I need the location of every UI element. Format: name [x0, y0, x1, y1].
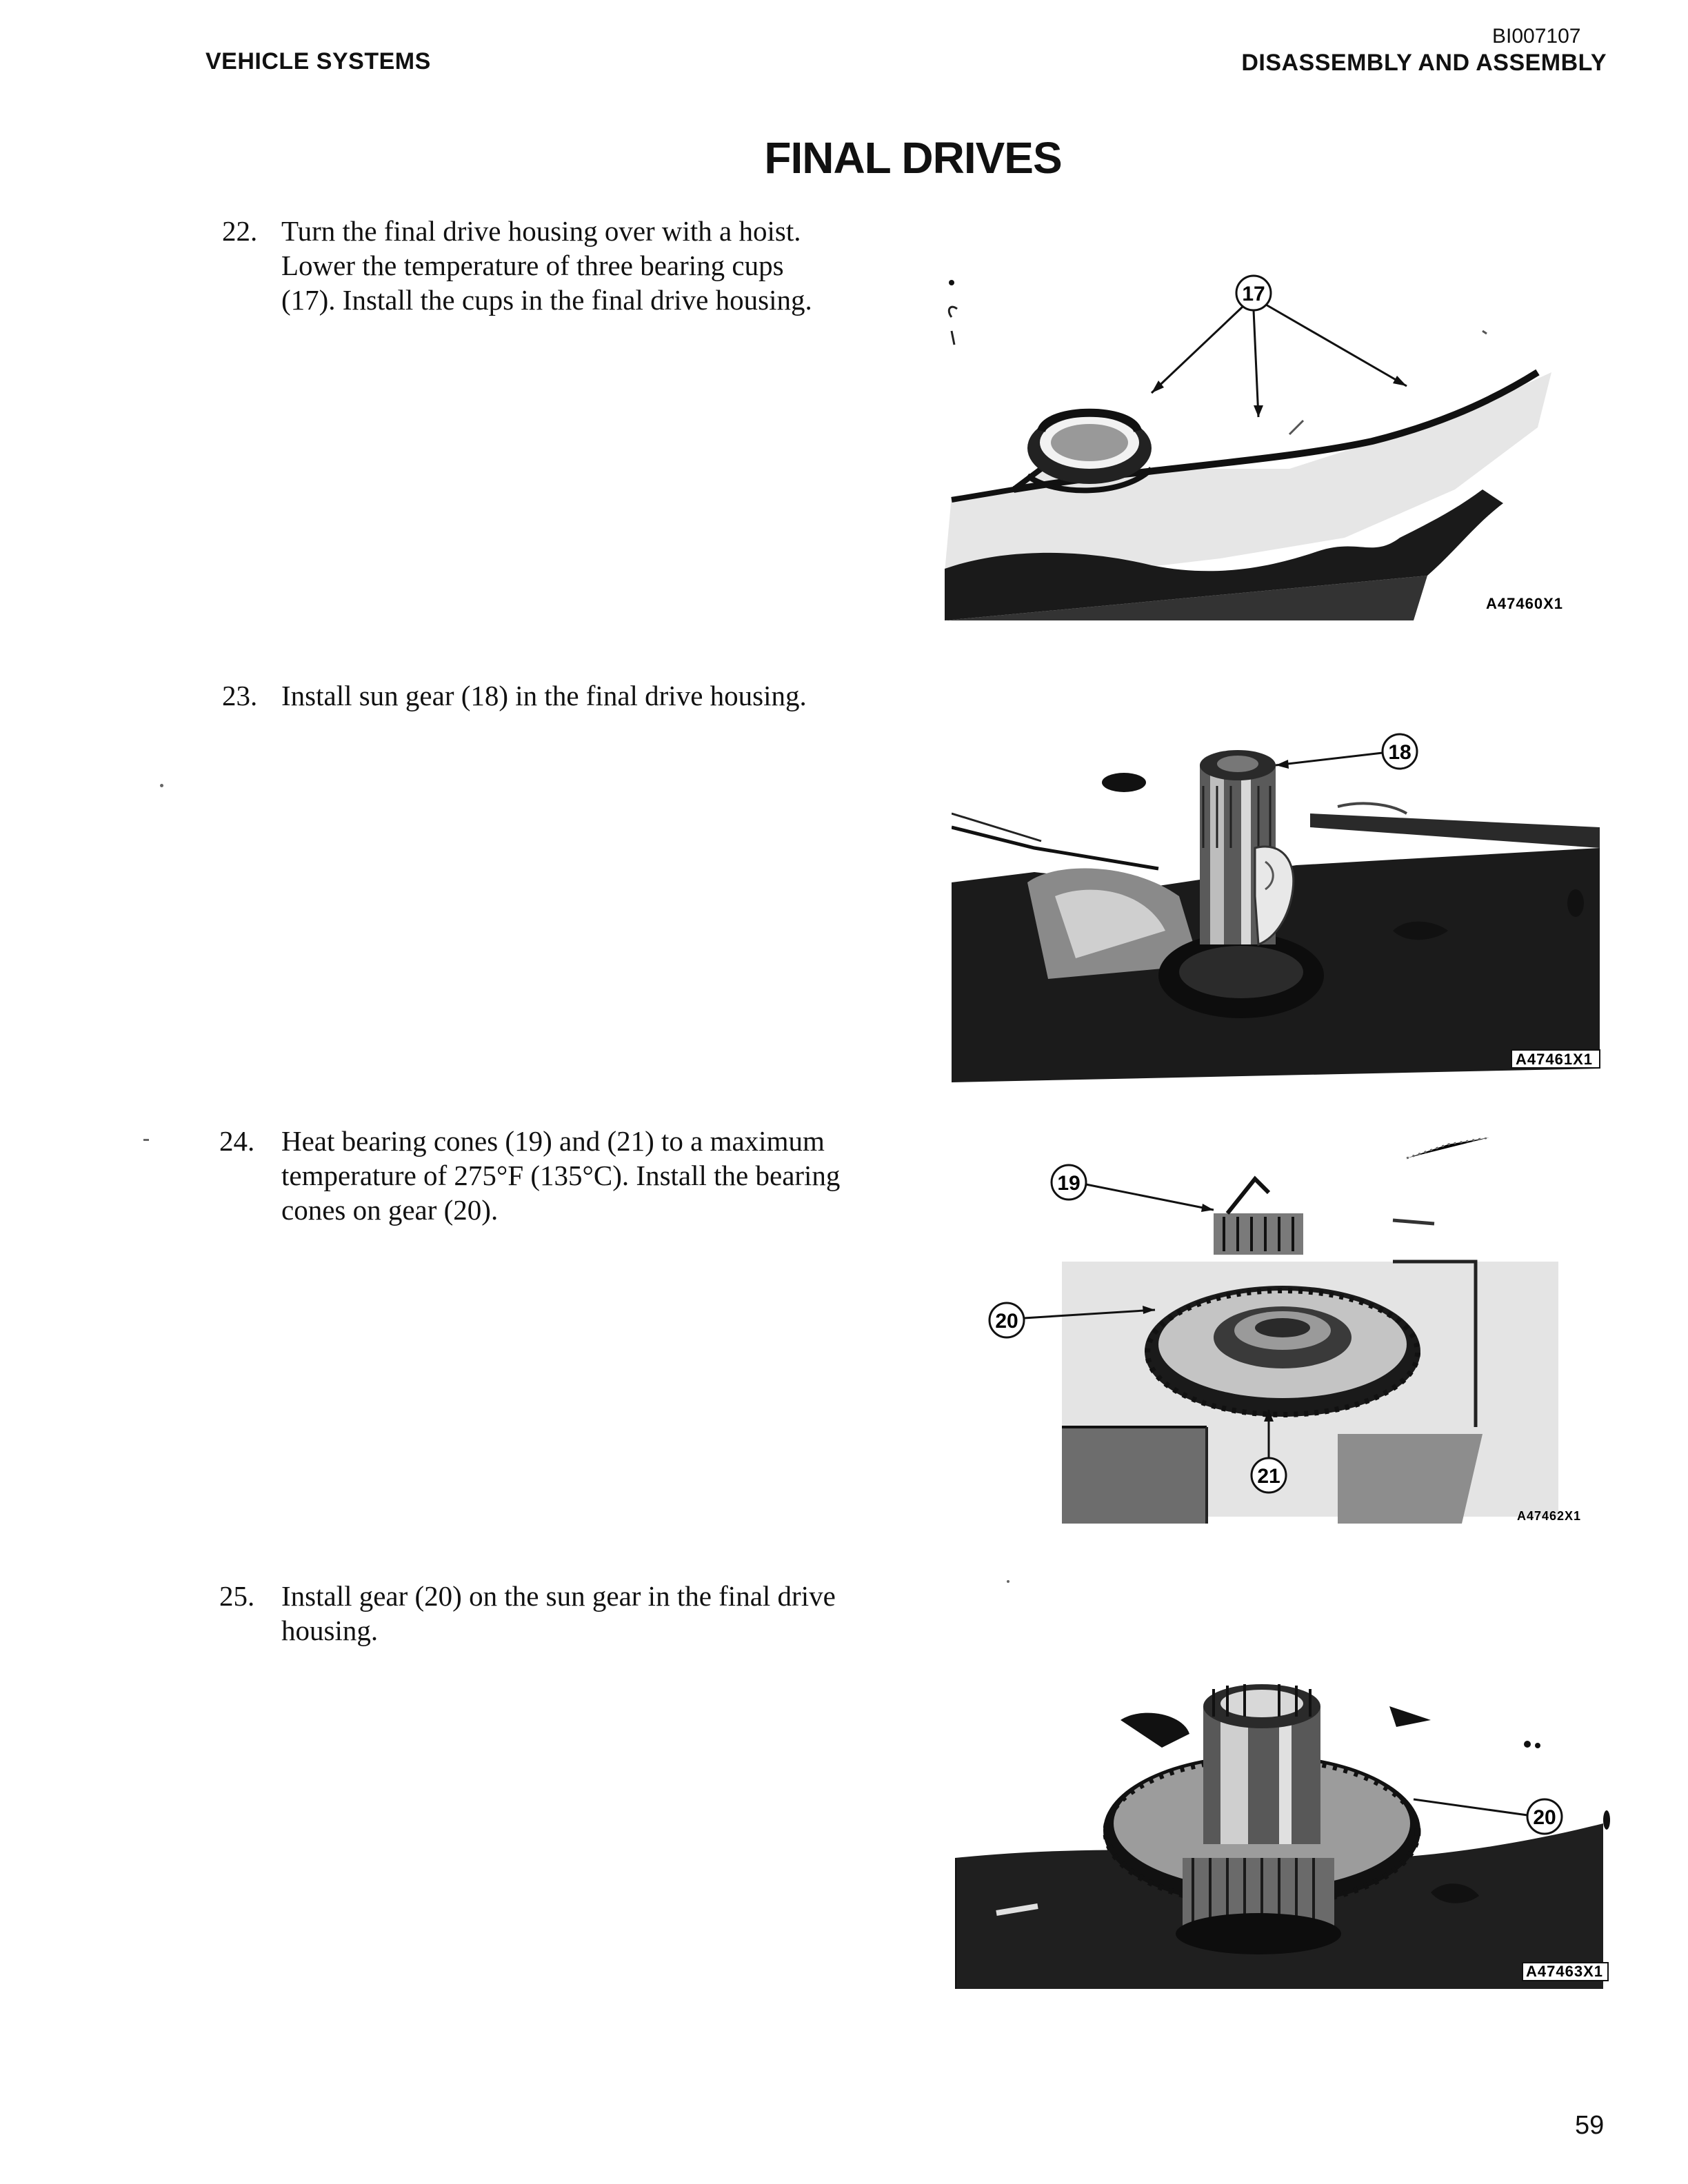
step-number: 23. — [222, 680, 258, 711]
header-subsection: DISASSEMBLY AND ASSEMBLY — [1241, 50, 1607, 76]
step-25 — [219, 1579, 909, 1655]
step-line: Install gear (20) on the sun gear in the final drive — [281, 1580, 836, 1612]
step-22 — [222, 214, 912, 324]
step-line: cones on gear (20). — [281, 1194, 499, 1226]
figure-id: A47462X1 — [1517, 1509, 1582, 1523]
step-line: Lower the temperature of three bearing cups — [281, 250, 784, 281]
figure-id: A47463X1 — [1526, 1963, 1603, 1980]
figure-bearing-cones — [979, 1138, 1600, 1537]
step-text — [281, 214, 888, 317]
figure-id: A47460X1 — [1486, 595, 1563, 612]
step-line: Turn the final drive housing over with a hoist. — [281, 215, 801, 247]
figure-gear-installed — [955, 1651, 1610, 1989]
step-line: temperature of 275°F (135°C). Install the bearing — [281, 1160, 841, 1191]
figure-sun-gear — [952, 724, 1607, 1082]
callout-20: 20 — [995, 1310, 1018, 1333]
figure-bearing-cones-photo — [979, 1138, 1600, 1537]
figure-id: A47461X1 — [1516, 1051, 1593, 1068]
scan-speck — [1007, 1580, 1009, 1583]
figure-gear-installed-photo — [955, 1651, 1610, 1989]
scan-speck — [160, 784, 163, 787]
header-section: VEHICLE SYSTEMS — [205, 48, 431, 74]
step-number: 22. — [222, 215, 258, 247]
callout-20: 20 — [1533, 1806, 1556, 1829]
figure-sun-gear-photo — [952, 724, 1607, 1082]
step-text — [281, 1124, 888, 1227]
callout-19: 19 — [1057, 1172, 1081, 1195]
step-line: (17). Install the cups in the final drive housing. — [281, 284, 812, 316]
figure-bearing-cups — [931, 262, 1586, 627]
step-line: Heat bearing cones (19) and (21) to a maximum — [281, 1125, 825, 1157]
callout-18: 18 — [1388, 741, 1411, 764]
step-number: 25. — [219, 1580, 255, 1612]
step-text — [281, 678, 888, 713]
step-number: 24. — [219, 1125, 255, 1157]
step-text — [281, 1579, 888, 1648]
scan-speck — [143, 1139, 149, 1141]
step-line: Install sun gear (18) in the final drive housing. — [281, 680, 807, 711]
step-24 — [219, 1124, 909, 1234]
step-23 — [222, 678, 912, 720]
step-line: housing. — [281, 1615, 379, 1646]
figure-bearing-cups-photo — [931, 262, 1586, 627]
callout-17: 17 — [1242, 283, 1265, 305]
document-id: BI007107 — [1492, 25, 1581, 48]
page-title: FINAL DRIVES — [764, 133, 1062, 183]
page-number: 59 — [1575, 2111, 1605, 2140]
callout-21: 21 — [1257, 1465, 1280, 1488]
